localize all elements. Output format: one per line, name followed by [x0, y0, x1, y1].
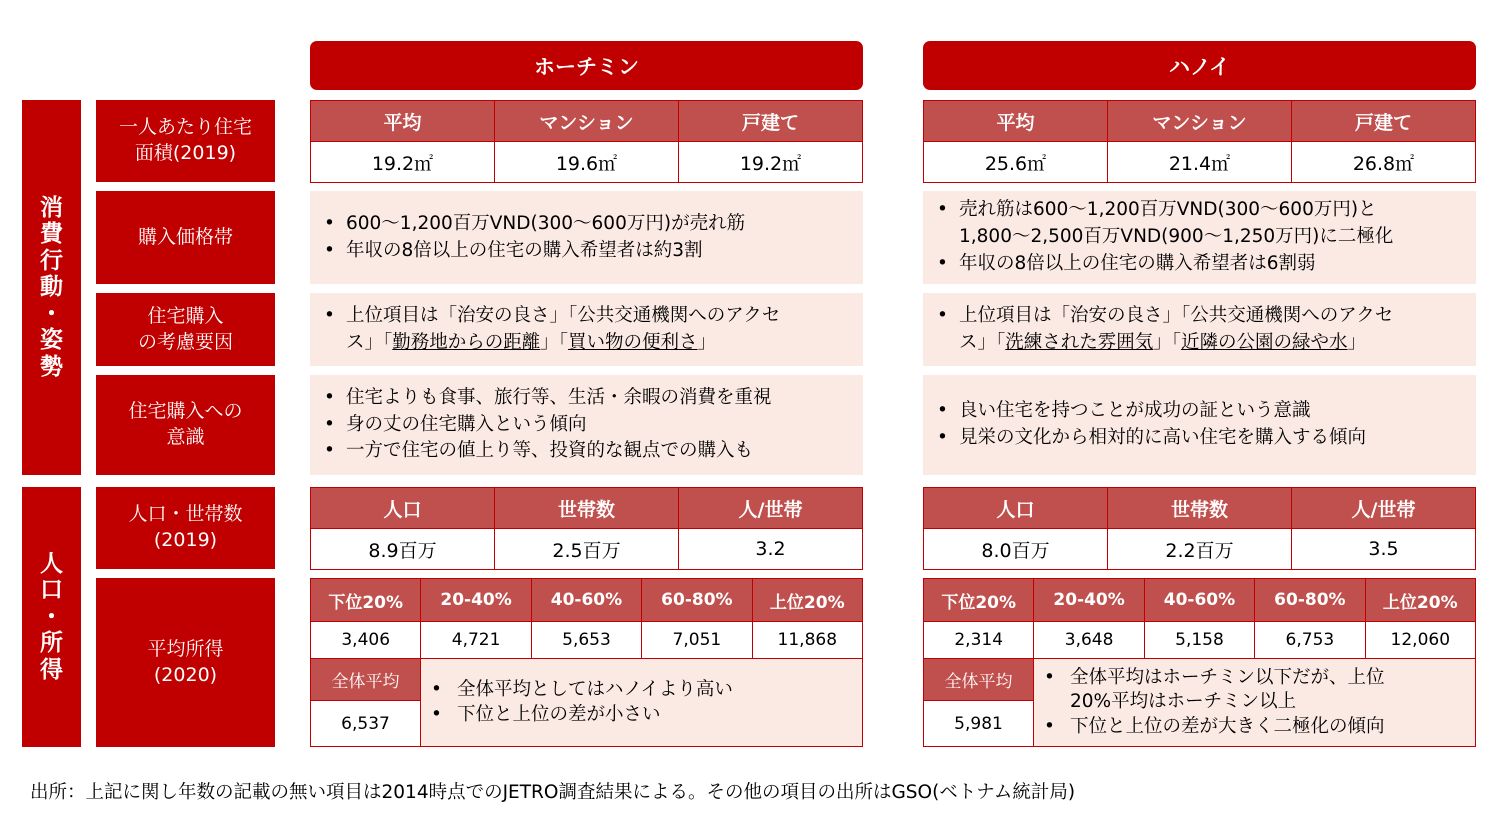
hanoi-per-household: 3.5 — [1292, 529, 1476, 570]
area-header-mansion: マンション — [1108, 101, 1292, 142]
hanoi-avg-note-item: • 下位と上位の差が大きく二極化の傾向 — [1044, 715, 1385, 739]
income-header: 60-80% — [642, 579, 752, 622]
hanoi-area-mansion: 21.4㎡ — [1108, 142, 1292, 183]
hcm-area-avg: 19.2㎡ — [311, 142, 495, 183]
hanoi-area-avg: 25.6㎡ — [924, 142, 1108, 183]
hanoi-income-table — [923, 578, 1476, 659]
hanoi-attitude-item: • 見栄の文化から相対的に高い住宅を購入する傾向 — [937, 425, 1366, 452]
income-header: 40-60% — [531, 579, 641, 622]
income-header: 下位20% — [924, 579, 1034, 622]
row-label-attitude: 住宅購入への 意識 — [96, 375, 275, 475]
income-header: 40-60% — [1144, 579, 1254, 622]
hanoi-header: ハノイ — [923, 41, 1476, 90]
hanoi-avg-label: 全体平均 — [923, 658, 1034, 701]
hcm-income-table — [310, 578, 863, 659]
hcm-population-table — [310, 487, 863, 570]
group-population-label: 人 口 ・ 所 得 — [22, 487, 81, 747]
income-header: 上位20% — [1365, 579, 1475, 622]
group-consumption-label: 消 費 行 動 ・ 姿 勢 — [22, 100, 81, 475]
hcm-header: ホーチミン — [310, 41, 863, 90]
hcm-income-value: 5,653 — [531, 622, 641, 659]
row-label-population: 人口・世帯数 (2019) — [96, 487, 275, 569]
hcm-area-table — [310, 100, 863, 183]
hanoi-income-value: 5,158 — [1144, 622, 1254, 659]
hcm-avg-note-item: • 全体平均としてはハノイより高い — [431, 678, 733, 702]
hanoi-households: 2.2百万 — [1108, 529, 1292, 570]
hcm-price-item: • 年収の8倍以上の住宅の購入希望者は約3割 — [324, 238, 745, 265]
hanoi-attitude-note — [923, 375, 1476, 475]
hanoi-population: 8.0百万 — [924, 529, 1108, 570]
row-label-income: 平均所得 (2020) — [96, 578, 275, 747]
pop-header-households: 世帯数 — [495, 488, 679, 529]
hanoi-avg-note — [1033, 658, 1476, 747]
hcm-income-value: 7,051 — [642, 622, 752, 659]
pop-header-population: 人口 — [311, 488, 495, 529]
hcm-price-item: • 600～1,200百万VND(300～600万円)が売れ筋 — [324, 211, 745, 238]
hanoi-price-item: • 年収の8倍以上の住宅の購入希望者は6割弱 — [937, 251, 1393, 278]
income-header: 20-40% — [1034, 579, 1144, 622]
hcm-area-mansion: 19.6㎡ — [495, 142, 679, 183]
pop-header-per-household: 人/世帯 — [679, 488, 863, 529]
income-header: 上位20% — [752, 579, 862, 622]
income-header: 20-40% — [421, 579, 531, 622]
hanoi-income-value: 3,648 — [1034, 622, 1144, 659]
hcm-factors-item: • 上位項目は「治安の良さ」「公共交通機関へのアクセ ス」「勤務地からの距離」「買い物の便利さ」 — [324, 303, 780, 357]
hcm-attitude-item: • 身の丈の住宅購入という傾向 — [324, 412, 772, 439]
hcm-households: 2.5百万 — [495, 529, 679, 570]
row-label-factors: 住宅購入 の考慮要因 — [96, 293, 275, 366]
hanoi-area-house: 26.8㎡ — [1292, 142, 1476, 183]
hcm-attitude-item: • 一方で住宅の値上り等、投資的な観点での購入も — [324, 438, 772, 465]
hcm-avg-note-item: • 下位と上位の差が小さい — [431, 703, 733, 727]
hanoi-factors-item: • 上位項目は「治安の良さ」「公共交通機関へのアクセ ス」「洗練された雰囲気」「近隣の公園の緑や水」 — [937, 303, 1393, 357]
income-header: 下位20% — [311, 579, 421, 622]
hanoi-income-value: 6,753 — [1255, 622, 1365, 659]
hcm-avg-label: 全体平均 — [310, 658, 421, 701]
hanoi-income-value: 12,060 — [1365, 622, 1475, 659]
hcm-income-value: 11,868 — [752, 622, 862, 659]
hanoi-price-item: • 売れ筋は600～1,200百万VND(300～600万円)と 1,800～2,500百万VND(900～1,250万円)に二極化 — [937, 197, 1393, 251]
hcm-area-house: 19.2㎡ — [679, 142, 863, 183]
area-header-avg: 平均 — [924, 101, 1108, 142]
hcm-avg-note — [420, 658, 863, 747]
pop-header-households: 世帯数 — [1108, 488, 1292, 529]
hcm-attitude-note — [310, 375, 863, 475]
row-label-price: 購入価格帯 — [96, 191, 275, 284]
row-label-area: 一人あたり住宅 面積(2019) — [96, 100, 275, 182]
income-header: 60-80% — [1255, 579, 1365, 622]
hcm-population: 8.9百万 — [311, 529, 495, 570]
hcm-income-value: 3,406 — [311, 622, 421, 659]
area-header-house: 戸建て — [1292, 101, 1476, 142]
hcm-avg-value: 6,537 — [310, 700, 421, 747]
area-header-house: 戸建て — [679, 101, 863, 142]
hcm-price-note — [310, 191, 863, 284]
hanoi-income-value: 2,314 — [924, 622, 1034, 659]
hcm-attitude-item: • 住宅よりも食事、旅行等、生活・余暇の消費を重視 — [324, 385, 772, 412]
area-header-mansion: マンション — [495, 101, 679, 142]
hanoi-factors-note — [923, 293, 1476, 366]
hcm-per-household: 3.2 — [679, 529, 863, 570]
hanoi-avg-value: 5,981 — [923, 700, 1034, 747]
hanoi-avg-note-item: • 全体平均はホーチミン以下だが、上位 20%平均はホーチミン以上 — [1044, 666, 1385, 714]
hanoi-area-table — [923, 100, 1476, 183]
source-footnote: 出所：上記に関し年数の記載の無い項目は2014時点でのJETRO調査結果による。その他の項目の出所はGSO(ベトナム統計局) — [30, 782, 1076, 803]
hanoi-price-note — [923, 191, 1476, 284]
hcm-income-value: 4,721 — [421, 622, 531, 659]
hanoi-attitude-item: • 良い住宅を持つことが成功の証という意識 — [937, 398, 1366, 425]
hanoi-population-table — [923, 487, 1476, 570]
area-header-avg: 平均 — [311, 101, 495, 142]
hcm-factors-note — [310, 293, 863, 366]
pop-header-population: 人口 — [924, 488, 1108, 529]
pop-header-per-household: 人/世帯 — [1292, 488, 1476, 529]
